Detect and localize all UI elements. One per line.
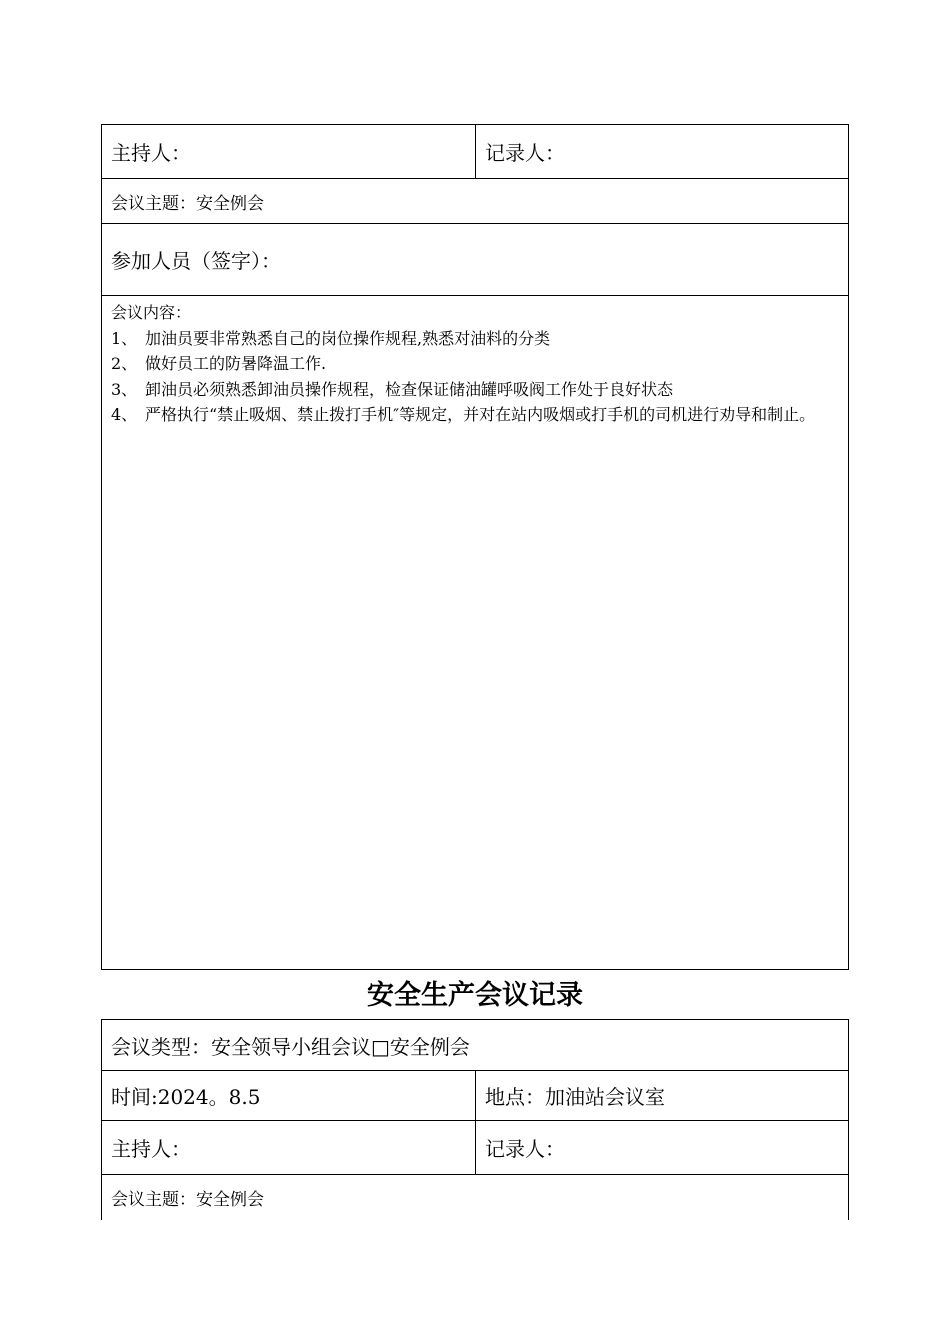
host-cell [101,124,476,179]
host-cell-2 [101,1120,476,1175]
attendees-cell [101,223,849,296]
topic-cell-2 [101,1174,849,1220]
recorder-label-2: 记录人： [485,1137,565,1161]
list-item [111,326,842,352]
time-cell [101,1070,476,1121]
location-cell [475,1070,849,1121]
page-title: 安全生产会议记录 [367,980,583,1011]
recorder-label: 记录人： [485,141,565,165]
content-heading: 会议内容： [111,303,192,322]
topic-text-2: 会议主题：安全例会 [111,1190,264,1210]
item-number: 4、 [111,405,138,424]
topic-cell [101,178,849,224]
location-text: 地点：加油站会议室 [485,1085,665,1109]
host-label: 主持人： [111,141,191,165]
item-number: 3、 [111,379,138,399]
item-text: 加油员要非常熟悉自己的岗位操作规程,熟悉对油料的分类 [145,328,551,348]
topic-text: 会议主题：安全例会 [111,193,264,214]
attendees-label: 参加人员（签字）： [111,249,281,273]
item-text: 严格执行“禁止吸烟、禁止拨打手机″等规定，并对在站内吸烟或打手机的司机进行劝导和制止。 [145,405,816,424]
item-text: 做好员工的防暑降温工作. [145,354,327,373]
host-label-2: 主持人： [111,1137,191,1161]
item-text: 卸油员必须熟悉卸油员操作规程，检查保证储油罐呼吸阀工作处于良好状态 [145,379,674,399]
recorder-cell-2 [475,1120,849,1175]
item-number: 2、 [111,354,138,373]
recorder-cell [475,124,849,179]
list-item [111,402,842,428]
time-text: 时间:2024。8.5 [111,1085,261,1109]
item-number: 1、 [111,328,138,348]
list-item [111,377,842,403]
meeting-type-cell [101,1019,849,1071]
list-item [111,351,842,377]
meeting-content-cell [101,295,849,970]
meeting-type-text: 会议类型：安全领导小组会议□安全例会 [111,1034,470,1059]
